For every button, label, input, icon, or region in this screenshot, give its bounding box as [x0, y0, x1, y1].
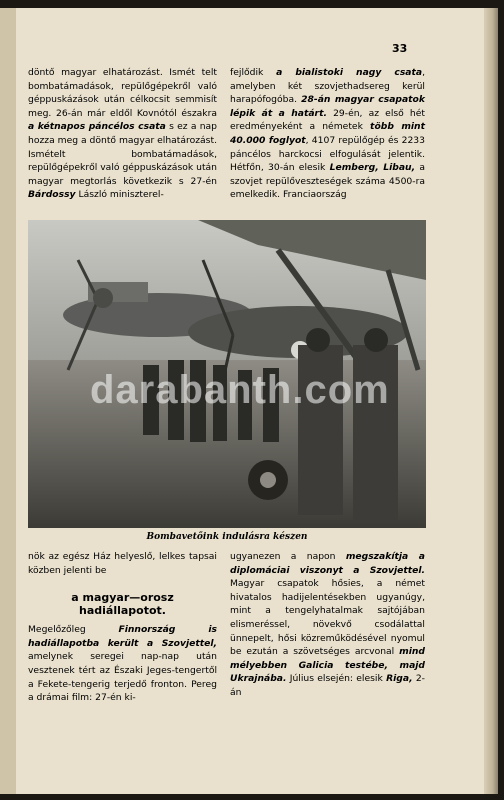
- text-span: s ez a nap hozza meg a döntő magyar elhatározást. Ismételt bombatámadások, repülőgépekről való géppuskázások után magyar megtorlás következik s 27-én: [28, 121, 217, 187]
- heading-line: hadiállapotot.: [79, 604, 166, 618]
- text-span: fejlődik: [230, 67, 277, 78]
- emphasis-text: Bárdossy: [28, 189, 76, 201]
- paragraph: [28, 550, 217, 577]
- section-heading: [28, 591, 217, 617]
- emphasis-text: mind mélyebben Galicia testébe, majd Ukrajnába.: [230, 646, 425, 685]
- heading-line: a magyar—orosz: [71, 591, 174, 605]
- text-column-left-top: [28, 66, 217, 202]
- emphasis-text: a kétnapos páncélos csata: [28, 121, 166, 133]
- text-span: Július elsején: elesik: [286, 673, 387, 685]
- text-span: 2-án: [230, 673, 425, 698]
- text-column-left-bottom: [28, 550, 217, 705]
- emphasis-text: 28-án magyar csapatok lépik át a határt.: [230, 94, 425, 119]
- text-span: , amelyben két szovjethadsereg kerül harapófogóba.: [230, 67, 425, 106]
- text-span: döntő magyar elhatározást. Ismét telt bombatámadások, repülőgépekről való géppuskázások után célkocsit semmisít meg. 26-án már eldől Kovnótól északra: [28, 67, 217, 119]
- text-span: Magyar csapatok hősies, a német hivatalos hadijelentésekben ugyanúgy, mint a tengelyhatalmak sajtójában elismeréssel, növekvő csodálattal ünnepelt, hősi közreműködésével nyomul be ezután a szövetséges arcvonal: [230, 578, 425, 658]
- paragraph: [28, 66, 217, 202]
- paragraph: [230, 66, 425, 202]
- emphasis-text: megszakítja a diplomáciai viszonyt a Szovjettel.: [230, 551, 426, 576]
- text-span: ugyanezen a napon: [230, 551, 346, 562]
- page-number: 33: [392, 42, 408, 55]
- text-span: a szovjet repülőveszteségek száma 4500-ra emelkedik. Franciaország: [230, 162, 426, 201]
- page-edge: [484, 8, 498, 794]
- text-span: amelynek seregei nap-nap után vesztenek tért az Északi Jeges-tengertől a Fekete-tengerig terjedő fronton. Pereg a drámai film: 27-én ki-: [28, 651, 217, 704]
- text-span: 29-én, az első hét eredményeként a németek: [230, 107, 425, 133]
- watermark-text: darabanth.com: [90, 368, 390, 412]
- emphasis-text: Riga,: [386, 673, 413, 685]
- paragraph: [230, 550, 425, 700]
- text-span: Megelőzőleg: [28, 624, 119, 636]
- paragraph: [28, 623, 217, 705]
- emphasis-text: több mint 40.000 foglyot: [230, 121, 425, 146]
- text-column-right-top: [230, 66, 425, 202]
- text-span: nök az egész Ház helyeslő, lelkes tapsai közben jelenti be: [28, 551, 217, 576]
- emphasis-text: a bialistoki nagy csata: [276, 67, 423, 78]
- text-column-right-bottom: [230, 550, 425, 700]
- text-span: László miniszterel-: [75, 189, 164, 201]
- text-span: , 4107 repülőgép és 2233 páncélos harckocsi elfogulását jelentik. Hétfőn, 30-án elesik: [230, 134, 425, 174]
- emphasis-text: Finnország is hadiállapotba került a Szovjettel,: [28, 624, 217, 649]
- photo-caption: Bombavetőink indulásra készen: [146, 532, 308, 542]
- emphasis-text: Lemberg, Libau,: [329, 162, 416, 174]
- book-spine: [0, 8, 16, 794]
